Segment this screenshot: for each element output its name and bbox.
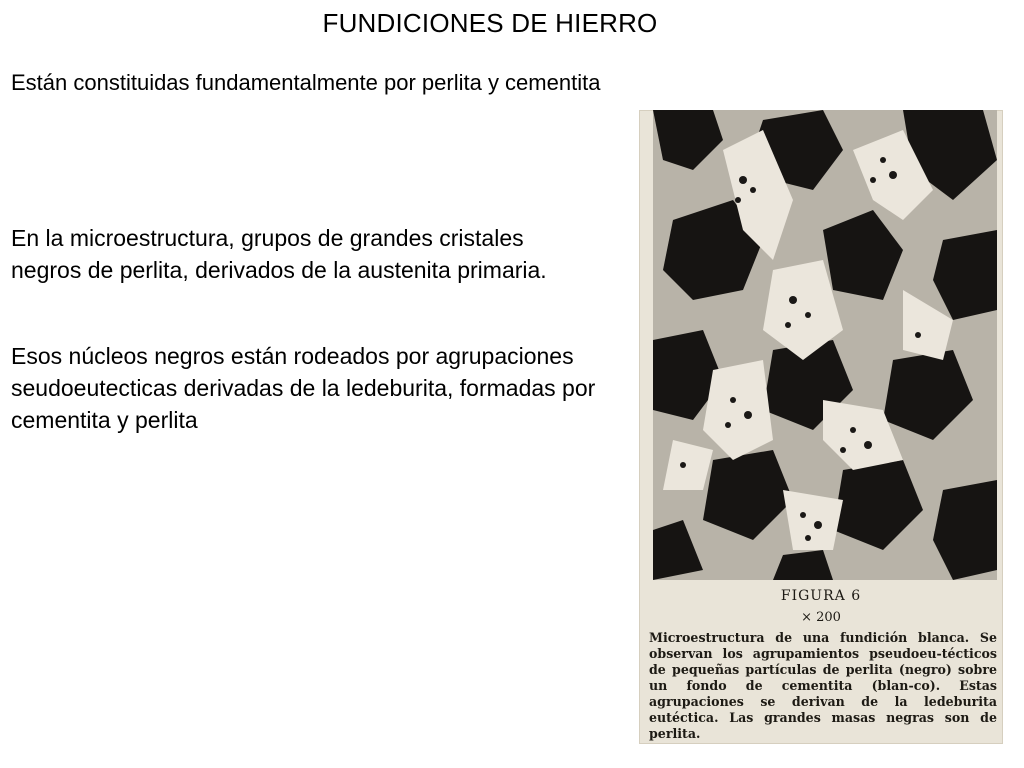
figure-caption: Microestructura de una fundición blanca. Se observan los agrupamientos pseudoeu-técticos de pequeñas partículas de perlita (negro) sobre un fondo de cementita (blan-co). Estas agrupaciones se derivan de la ledeburita eutéctica. Las grandes masas negras son de perlita.	[649, 630, 997, 741]
figure-panel	[639, 110, 1003, 744]
microstructure-photo	[653, 110, 997, 580]
paragraph-nuclei: Esos núcleos negros están rodeados por agrupaciones seudoeutecticas derivadas de la ledeburita, formadas por cementita y perlita	[11, 343, 596, 433]
paragraph-microstructure: En la microestructura, grupos de grandes cristales negros de perlita, derivados de la austenita primaria.	[11, 225, 547, 283]
page-title: FUNDICIONES DE HIERRO	[322, 8, 658, 38]
figure-magnification: × 200	[801, 610, 841, 625]
slide-subtitle: Están constituidas fundamentalmente por perlita y cementita	[11, 70, 601, 95]
figure-title: FIGURA 6	[780, 588, 862, 604]
